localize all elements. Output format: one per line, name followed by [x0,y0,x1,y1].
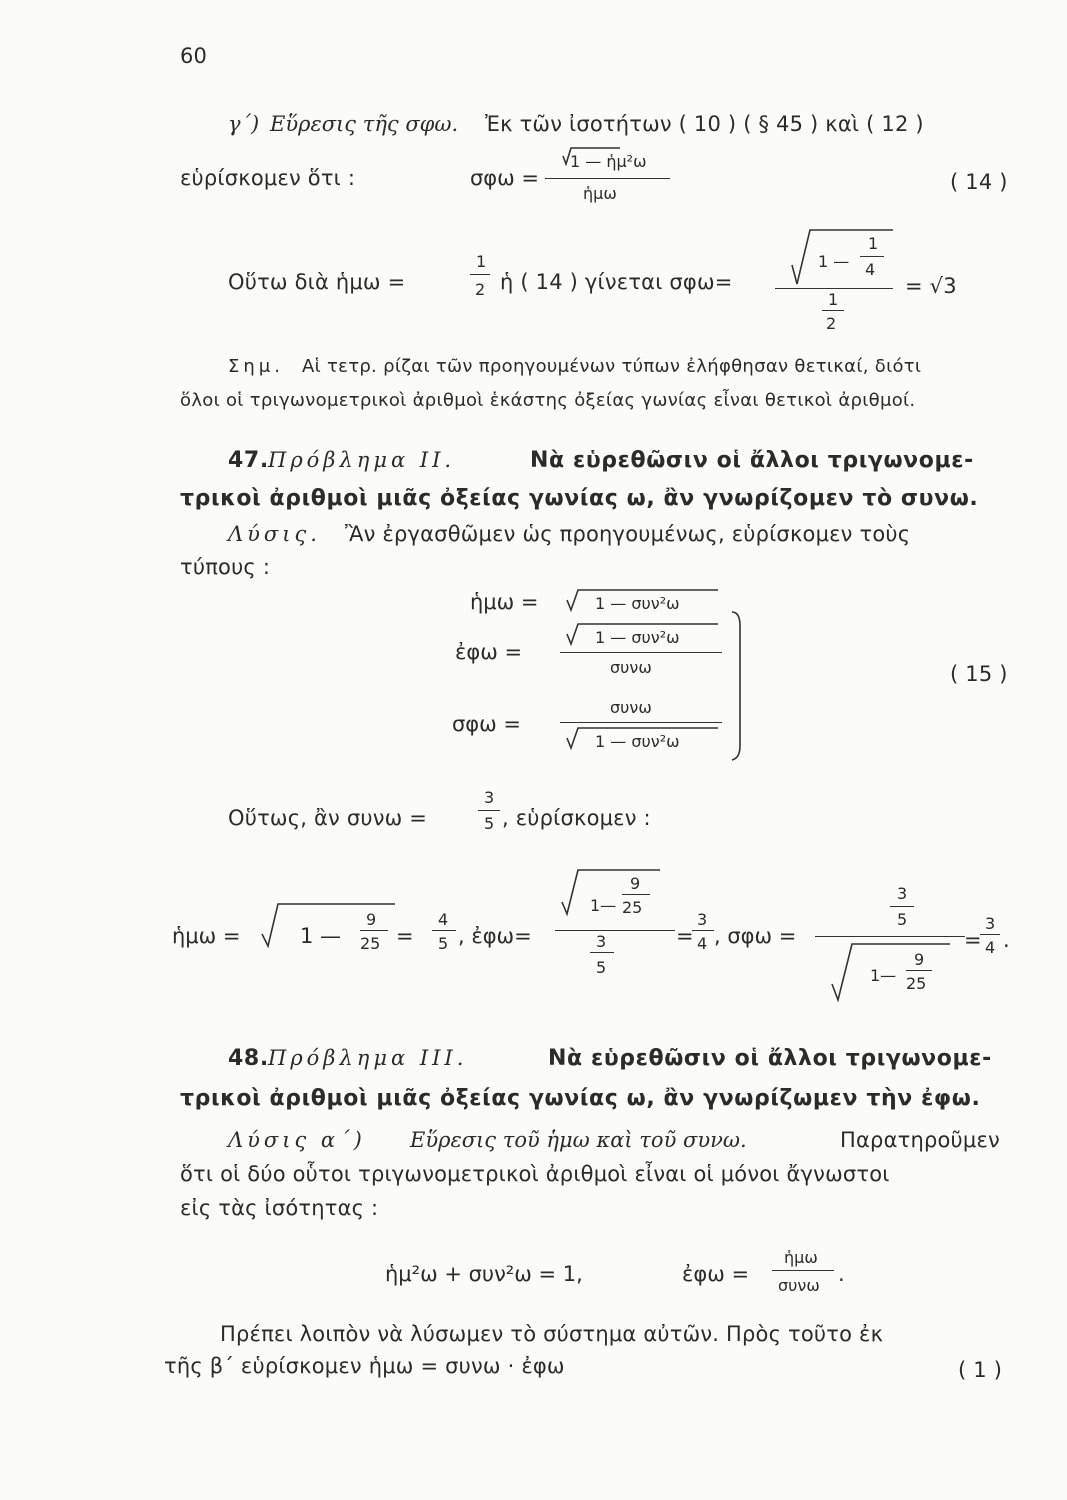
note-label: Σημ. [228,356,284,377]
res-hmw-4: 4 [438,910,449,929]
solution-48-label: Λύσις α΄) [228,1128,366,1152]
ex15-text2: , εὑρίσκομεν : [502,806,651,830]
solution-48-title: Εὕρεσις τοῦ ἡμω καὶ τοῦ συνω. [410,1128,747,1152]
section-title: Εὕρεσις τῆς σφω. [270,112,459,136]
res-hmw-lhs: ἡμω = [172,924,241,948]
solution-47-types: τύπους : [180,555,271,579]
ex14-rad-in: 1 — [818,252,850,271]
res-efw-lhs: , ἐφω= [458,924,532,948]
eq15-hmw-radicand: 1 — συν²ω [595,594,680,613]
ex14-half-den: 2 [475,280,486,299]
eq15-sfw-lhs: σφω = [452,712,522,736]
res-sfw-in: 1— [870,966,897,985]
solution-48-line4: εἰς τὰς ἰσότητας : [180,1196,379,1220]
res-sfw-r3: 3 [985,914,996,933]
system-eq2-lhs: ἐφω = [682,1262,750,1286]
ex14-text: Οὕτω διὰ ἡμω = [228,270,406,294]
note-line2: ὅλοι οἱ τριγωνομετρικοὶ ἀριθμοὶ ἑκάστης ὀξείας γωνίας εἶναι θετικοὶ ἀριθμοί. [180,390,916,411]
final-line2: τῆς β΄ εὑρίσκομεν ἡμω = συνω · ἐφω [164,1354,565,1378]
res-efw-9: 9 [630,874,641,893]
eq15-hmw-lhs: ἡμω = [470,590,539,614]
res-efw-r4: 4 [697,934,708,953]
system-eq1: ἡμ²ω + συν²ω = 1, [385,1262,583,1286]
res-sfw-lhs: , σφω = [714,924,797,948]
ex14-result: = √3 [905,274,957,298]
res-hmw-5: 5 [438,934,449,953]
problem-48-line2: τρικοὶ ἀριθμοὶ μιᾶς ὀξείας γωνίας ω, ἂν γνωρίζωμεν τὴν ἐφω. [180,1086,981,1111]
eq15-brace [732,612,740,760]
ex15-text1: Οὕτως, ἂν συνω = [228,806,428,830]
eq15-hmw-radical [567,590,718,610]
res-efw-5: 5 [596,958,607,977]
res-efw-r3: 3 [697,910,708,929]
res-sfw-25: 25 [906,974,927,993]
eq15-efw-den: συνω [610,658,652,677]
ex14-h-den: 2 [826,314,837,333]
eq15-efw-radical [567,624,718,644]
final-line1: Πρέπει λοιπὸν νὰ λύσωμεν τὸ σύστημα αὐτῶν. Πρὸς τοῦτο ἐκ [220,1322,884,1346]
res-sfw-dot: . [1003,928,1010,952]
eq14-numerator: 1 — ἡμ²ω [570,152,647,171]
res-hmw-radical [262,904,395,946]
solution-48-text: Παρατηροῦμεν [840,1128,1000,1152]
final-number: ( 1 ) [958,1358,1003,1382]
problem-47-label: Πρόβλημα ΙΙ. [268,448,456,472]
res-efw-eq: = [676,924,694,948]
system-eq2-dot: . [838,1262,845,1286]
section-text: Ἐκ τῶν ἰσοτήτων ( 10 ) ( § 45 ) καὶ ( 12 ) [485,112,924,136]
problem-47-line1: Νὰ εὑρεθῶσιν οἱ ἄλλοι τριγωνομε- [530,448,974,473]
eq15-sfw-num: συνω [610,698,652,717]
ex14-radical [792,230,893,284]
res-hmw-in: 1 — [300,924,342,948]
res-efw-3: 3 [596,932,607,951]
section-label: γ΄) [228,112,260,136]
res-efw-radical [562,870,660,914]
ex14-half-num: 1 [476,252,487,271]
solution-47-label: Λύσις. [228,522,321,546]
eq14-number: ( 14 ) [950,170,1008,194]
res-efw-25: 25 [622,898,643,917]
eq15-number: ( 15 ) [950,662,1008,686]
res-efw-in: 1— [590,896,617,915]
res-sfw-radical [832,944,950,1000]
ex15-den: 5 [484,814,495,833]
eq14-radical [563,148,620,164]
problem-47-number: 47. [228,448,269,473]
ex14-q-den: 4 [865,260,876,279]
system-eq2-den: συνω [778,1276,820,1295]
res-hmw-9: 9 [366,910,377,929]
problem-48-number: 48. [228,1046,269,1071]
eq15-efw-lhs: ἐφω = [455,640,523,664]
section-text-find: εὑρίσκομεν ὅτι : [180,166,356,190]
note-line1: Αἱ τετρ. ρίζαι τῶν προηγουμένων τύπων ἐλήφθησαν θετικαί, διότι [302,356,922,377]
problem-48-label: Πρόβλημα ΙΙΙ. [268,1046,468,1070]
ex15-num: 3 [484,788,495,807]
problem-48-line1: Νὰ εὑρεθῶσιν οἱ ἄλλοι τριγωνομε- [548,1046,992,1071]
res-sfw-9: 9 [914,950,925,969]
eq14-lhs: σφω = [470,166,540,190]
eq15-sfw-den: 1 — συν²ω [595,732,680,751]
problem-47-line2: τρικοὶ ἀριθμοὶ μιᾶς ὀξείας γωνίας ω, ἂν γνωρίζομεν τὸ συνω. [180,486,979,511]
eq14-denominator: ἡμω [583,184,617,203]
res-sfw-5: 5 [897,910,908,929]
solution-47-text: Ἂν ἐργασθῶμεν ὡς προηγουμένως, εὑρίσκομεν τοὺς [345,522,911,546]
res-hmw-25: 25 [360,934,381,953]
ex14-q-num: 1 [868,234,879,253]
res-hmw-eq: = [396,924,414,948]
res-sfw-r4: 4 [985,938,996,957]
eq15-sfw-radical [567,728,718,748]
eq15-efw-num: 1 — συν²ω [595,628,680,647]
res-sfw-3: 3 [897,884,908,903]
res-sfw-eq: = [964,928,982,952]
solution-48-line3: ὅτι οἱ δύο οὗτοι τριγωνομετρικοὶ ἀριθμοὶ εἶναι οἱ μόνοι ἄγνωστοι [180,1162,890,1186]
ex14-mid: ἡ ( 14 ) γίνεται σφω= [500,270,733,294]
page-number: 60 [180,44,208,68]
ex14-h-num: 1 [828,290,839,309]
system-eq2-num: ἡμω [784,1248,818,1267]
